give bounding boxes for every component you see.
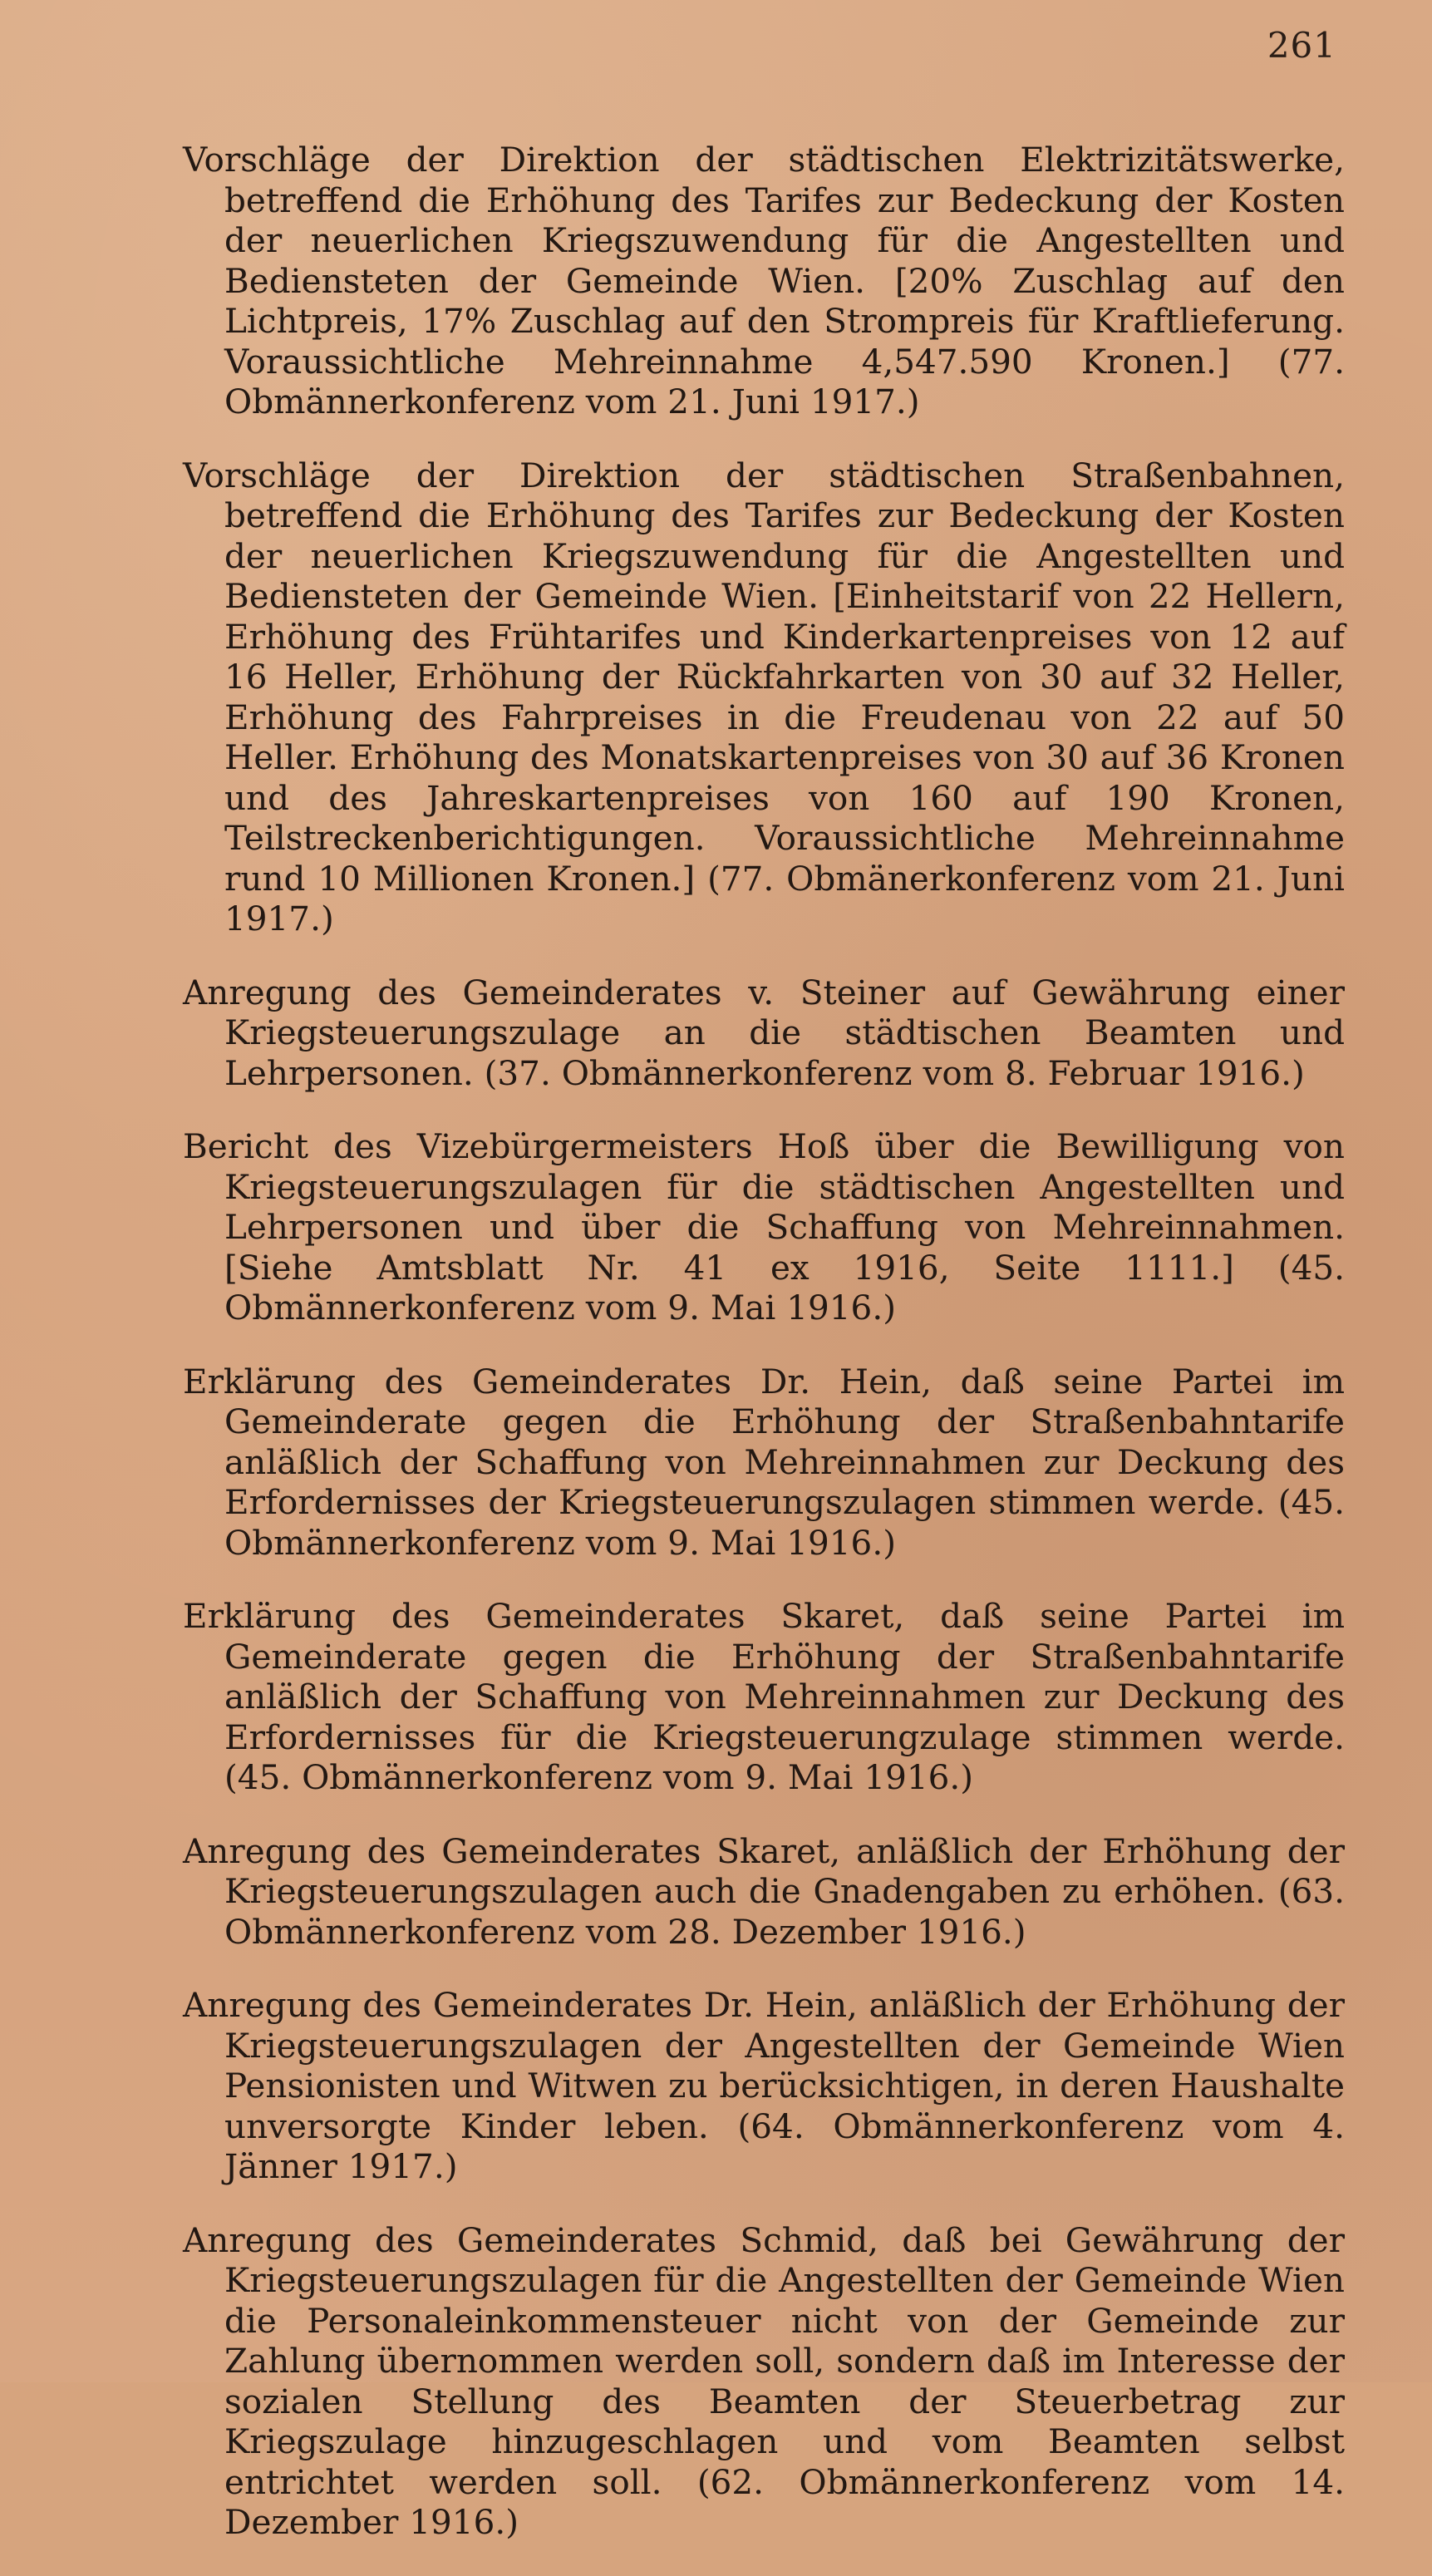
list-item: Vorschläge der Direktion der städtischen Straßenbahnen, betreffend die Erhöhung des Tarifes zur Bedeckung der Kosten der neuerlichen Kriegszuwendung für die Angestellten und Bediensteten der Gemeinde Wien. [Einheitstarif von 22 Hellern, Erhöhung des Frühtarifes und Kinderkartenpreises von 12 auf 16 Heller, Erhöhung der Rückfahrkarten von 30 auf 32 Heller, Erhöhung des Fahrpreises in die Freudenau von 22 auf 50 Heller. Erhöhung des Monatskartenpreises von 30 auf 36 Kronen und des Jahreskartenpreises von 160 auf 190 Kronen, Teilstreckenberichtigungen. Voraussichtliche Mehreinnahme rund 10 Millionen Kronen.] (77. Obmänerkonferenz vom 21. Juni 1917.) — [183, 455, 1345, 938]
list-item: Erklärung des Gemeinderates Skaret, daß seine Partei im Gemeinderate gegen die Erhöhung der Straßenbahntarife anläßlich der Schaffung von Mehreinnahmen zur Deckung des Erfordernisses für die Kriegsteuerungzulage stimmen werde. (45. Obmännerkonferenz vom 9. Mai 1916.) — [183, 1596, 1345, 1797]
list-item: Anregung des Gemeinderates v. Steiner auf Gewährung einer Kriegsteuerungszulage an die städtischen Beamten und Lehrpersonen. (37. Obmännerkonferenz vom 8. Februar 1916.) — [183, 972, 1345, 1093]
list-item: Bericht des Vizebürgermeisters Hoß über die Bewilligung von Kriegsteuerungszulagen für die städtischen Angestellten und Lehrpersonen und über die Schaffung von Mehreinnahmen. [Siehe Amtsblatt Nr. 41 ex 1916, Seite 1111.] (45. Obmännerkonferenz vom 9. Mai 1916.) — [183, 1126, 1345, 1327]
page-number: 261 — [1267, 25, 1336, 66]
list-item: Vorschläge der Direktion der städtischen Elektrizitätswerke, betreffend die Erhöhung des Tarifes zur Bedeckung der Kosten der neuerlichen Kriegszuwendung für die Angestellten und Bediensteten der Gemeinde Wien. [20% Zuschlag auf den Lichtpreis, 17% Zuschlag auf den Strompreis für Kraftlieferung. Voraussichtliche Mehreinnahme 4,547.590 Kronen.] (77. Obmännerkonferenz vom 21. Juni 1917.) — [183, 140, 1345, 421]
list-item: Anregung des Gemeinderates Schmid, daß bei Gewährung der Kriegsteuerungszulagen für die Angestellten der Gemeinde Wien die Personaleinkommensteuer nicht von der Gemeinde zur Zahlung übernommen werden soll, sondern daß im Interesse der sozialen Stellung des Beamten der Steuerbetrag zur Kriegszulage hinzugeschlagen und vom Beamten selbst entrichtet werden soll. (62. Obmännerkonferenz vom 14. Dezember 1916.) — [183, 2219, 1345, 2542]
list-item: Anregung des Gemeinderates Dr. Hein, anläßlich der Erhöhung der Kriegsteuerungszulagen der Angestellten der Gemeinde Wien Pensionisten und Witwen zu berücksichtigen, in deren Haushalte unversorgte Kinder leben. (64. Obmännerkonferenz vom 4. Jänner 1917.) — [183, 1985, 1345, 2186]
list-item: Anregung des Gemeinderates Skaret, anläßlich der Erhöhung der Kriegsteuerungszulagen auch die Gnadengaben zu erhöhen. (63. Obmännerkonferenz vom 28. Dezember 1916.) — [183, 1830, 1345, 1952]
entry-list — [183, 140, 1345, 2576]
list-item: Erklärung des Gemeinderates Dr. Hein, daß seine Partei im Gemeinderate gegen die Erhöhung der Straßenbahntarife anläßlich der Schaffung von Mehreinnahmen zur Deckung des Erfordernisses der Kriegsteuerungszulagen stimmen werde. (45. Obmännerkonferenz vom 9. Mai 1916.) — [183, 1361, 1345, 1563]
